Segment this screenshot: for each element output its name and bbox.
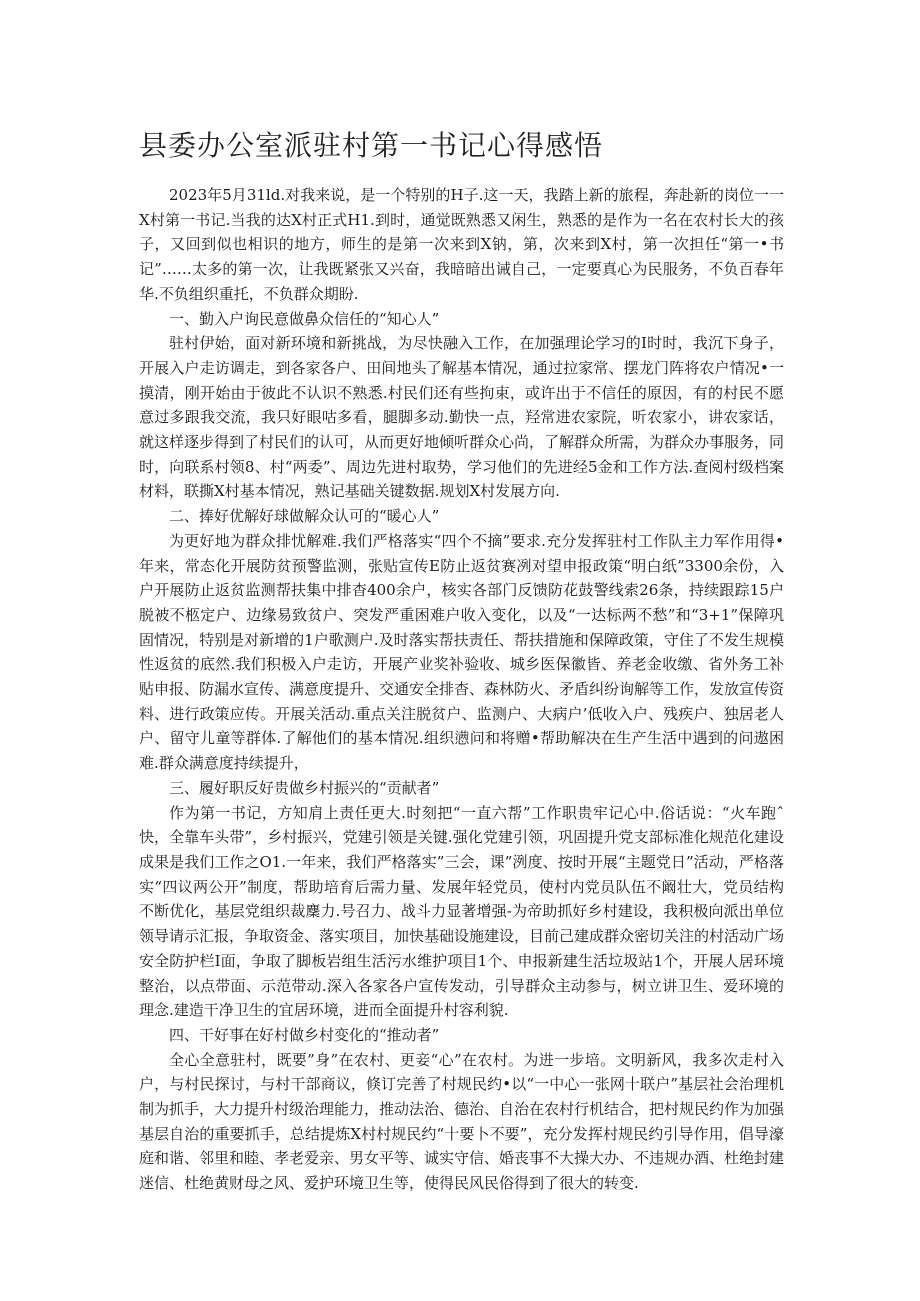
- document-body: [139, 183, 784, 1196]
- section-heading-1: 一、勤入户询民意做鼻众信任的“知心人”: [169, 309, 440, 328]
- section-heading-4: 四、干好事在好村做乡村变化的“推动者”: [169, 1025, 440, 1044]
- section-heading-2: 二、捧好优解好球做解众认可的“暖心人”: [169, 507, 440, 526]
- paragraph-intro: 2023年5月31ld.对我来说，是一个特别的H子.这一天，我踏上新的旅程，奔赴新的岗位一一X村第一书记.当我的达X村正式H1.到时，通觉既熟悉又闲生，熟悉的是作为一名在农村长大的孩子，又回到似也相识的地方，师生的是第一次来到X钠，第，次来到X村，第一次担任“第一•书记”……太多的第一次，让我既紧张又兴奋，我暗暗出诫自己，一定要真心为民服务，不负百春年华.不负组织重托，不负群众期盼.: [139, 186, 784, 303]
- document-title: 县委办公室派驻村第一书记心得感悟: [139, 129, 604, 162]
- section-heading-3: 三、履好职反好贵做乡村振兴的“贡献者”: [169, 778, 440, 797]
- paragraph-section-3: 作为第一书记，方知肩上责任更大.时刻把“一直六帮”工作职贵牢记心中.俗话说：“火车跑ˆ快，全靠车头带”，乡村振兴，党建引领是关键.强化党建引领，巩固提升党支部标准化规范化建设成果是我们工作之O1.一年来，我们严格落实”三会，课”洌度、按时开展“主题党日”活动，严格落实“四议两公开”制度，帮助培育后需力量、发展年轻党员，使村内党员队伍不阚壮大，党员结构不断优化，基层党组织裁麇力.号召力、战斗力显著增强-为帝助抓好乡村建设，我积极向派出单位领导请示汇报，争取资金、落实项目，加快基础设施建设，目前己建成群众密切关注的村活动广场安全防护栏I面，争取了脚板岩组生活污水维护项目1个、申报新建生活垃圾站1个，开展人居环境整治，以点带面、示范带动.深入各家各户宣传发动，引导群众主动参与，树立讲卫生、爱环境的理念.建造干净卫生的宜居环境，进而全面提升村容利貌.: [139, 803, 785, 1020]
- paragraph-section-4: 全心全意驻村，既要”身”在农村、更妾“心”在农村。为进一步培。文明新风，我多次走村入户，与村民探讨，与村干部商议，倏订完善了村规民约•以“一中心一张网十联户”基层社会治理机制为抓手，大力提升村级治理能力，推动法治、德治、自治在农村行机结合，把村规民约作为加强基层自治的重要抓手，总结提炼X村村规民约“十要卜不要”，充分发挥村规民约引导作用，倡导濠庭和谐、邻里和睦、孝老爱亲、男女平等、诚实守信、婚丧事不大操大办、不违规办酒、杜绝封建迷信、杜绝黄财母之风、爱护环境卫生等，使得民风民俗得到了很大的转变.: [139, 1050, 785, 1193]
- paragraph-section-1: 驻村伊始，面对新环境和新挑战，为尽快融入工作，在加强理论学习的I时时，我沉下身子，开展入户走访调走，到各家各户、田间地头了解基本情况，通过拉家常、摆龙门阵将农户情况•一摸清，刚开始由于彼此不认识不熟悉.村民们还有些拘束，或许出于不信任的原因，有的村民不愿意过多跟我交流，我只好眼咕多看，腿脚多动.勤快一点，羟常进农家院，听农家小，讲农家话，就这样逐步得到了村民们的认可，从而更好地倾听群众心尚，了解群众所需，为群众办事服务，同时，向联系村领8、村“两委”、周边先进村取势，学习他们的先进经5金和工作方法.查阅村级档案材料，联撕X村基本情况，熟记基础关键数据.规划X村发展方向.: [139, 334, 785, 501]
- paragraph-section-2: 为更好地为群众排忧解难.我们严格落实“四个不摘”要求.充分发挥驻村工作队主力军作用得•年来，常态化开展防贫预警监测，张贴宣传E防止返贫赛冽对望申报政策“明白纸”3300余份，入户开展防止返贫监测帮扶集中排杳400余户，核实各部门反馈防花鼓警线索26条，持续跟踪15户脱被不柩定户、边缘易致贫户、突发严重困难户收入变化，以及“一达标两不愁”和“3+1”保障巩固情况，特别是对新增的1户歌测户.及时落实帮扶责任、帮扶措施和保障政策，守住了不发生规模性返贫的底然.我们积极入户走访，开展产业奖补验收、城乡医保徽皆、养老金收缴、省外务工补贴申报、防漏水宣传、满意度提升、交通安全排杳、森林防火、矛盾纠纷询解等工作，发放宣传资料、进行政策应传。开展关活动.重点关注脱贫户、监测户、大病户’低收入户、残疾户、独居老人户、留守儿童等群体.了解他们的基本情况.组织懑问和将赠•帮助解决在生产生活中遇到的问遨困难.群众满意度持续提升，: [139, 531, 785, 773]
